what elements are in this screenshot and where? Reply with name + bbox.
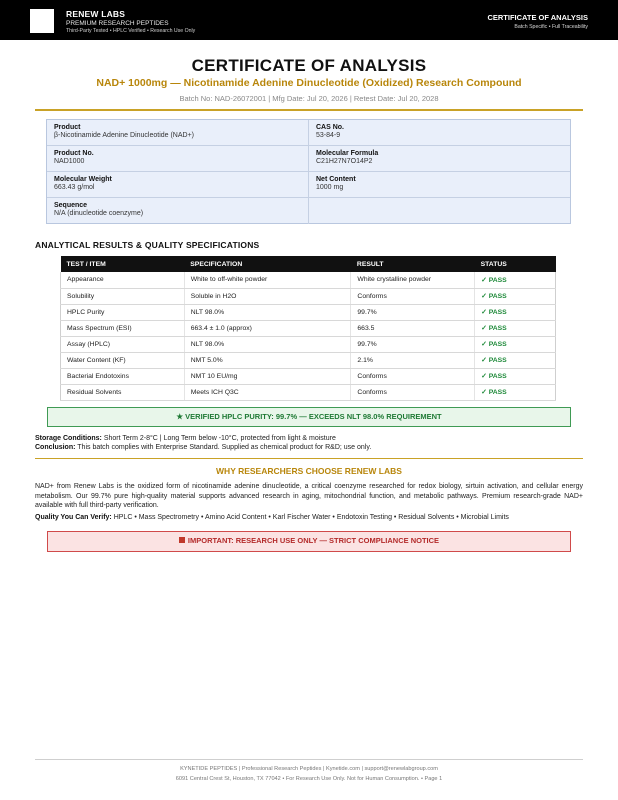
page-title: CERTIFICATE OF ANALYSIS bbox=[191, 56, 427, 75]
specification: NLT 98.0% bbox=[184, 336, 351, 352]
info-weight bbox=[47, 172, 309, 198]
header-doc-sub: Batch Specific • Full Traceability bbox=[514, 24, 588, 30]
test-item: Assay (HPLC) bbox=[61, 336, 185, 352]
conclusion bbox=[35, 444, 585, 451]
info-product-no bbox=[47, 146, 309, 172]
info-value: 663.43 g/mol bbox=[54, 184, 95, 191]
results-heading: ANALYTICAL RESULTS & QUALITY SPECIFICATIONS bbox=[35, 240, 260, 250]
info-label: Molecular Formula bbox=[316, 150, 379, 157]
status-badge: ✓ PASS bbox=[475, 368, 556, 384]
brand-subtitle: PREMIUM RESEARCH PEPTIDES bbox=[66, 20, 169, 27]
specification: NLT 98.0% bbox=[184, 304, 351, 320]
compliance-notice bbox=[47, 531, 571, 552]
result: 2.1% bbox=[351, 352, 475, 368]
info-label: CAS No. bbox=[316, 124, 344, 131]
test-item: Mass Spectrum (ESI) bbox=[61, 320, 185, 336]
header-right bbox=[487, 13, 588, 30]
result: Conforms bbox=[351, 288, 475, 304]
info-cas bbox=[309, 120, 570, 146]
footer-divider bbox=[35, 759, 583, 760]
divider bbox=[35, 109, 583, 111]
specification: NMT 5.0% bbox=[184, 352, 351, 368]
test-item: Appearance bbox=[61, 272, 185, 288]
result: White crystalline powder bbox=[351, 272, 475, 288]
footer-address: 6091 Central Crest St, Houston, TX 77042 • For Research Use Only. Not for Human Consumption. • Page 1 bbox=[175, 776, 443, 782]
status-badge: ✓ PASS bbox=[475, 288, 556, 304]
status-badge: ✓ PASS bbox=[475, 352, 556, 368]
info-value: N/A (dinucleotide coenzyme) bbox=[54, 210, 144, 217]
batch-info: Batch No: NAD-26072001 | Mfg Date: Jul 20, 2026 | Retest Date: Jul 20, 2028 bbox=[179, 94, 439, 103]
info-value: 53-84-9 bbox=[316, 132, 341, 139]
info-net-content bbox=[309, 172, 570, 198]
result: Conforms bbox=[351, 368, 475, 384]
brand-block bbox=[66, 9, 195, 34]
brand-name: RENEW LABS bbox=[66, 9, 126, 19]
info-label: Product bbox=[54, 124, 81, 131]
specification: Soluble in H2O bbox=[184, 288, 351, 304]
info-product bbox=[47, 120, 309, 146]
test-item: HPLC Purity bbox=[61, 304, 185, 320]
storage-conditions bbox=[35, 435, 585, 442]
logo bbox=[30, 9, 54, 33]
test-item: Water Content (KF) bbox=[61, 352, 185, 368]
footer-contact: KYNETIDE PEPTIDES | Professional Research Peptides | Kynetide.com | support@renewlabgroup.com bbox=[180, 766, 438, 772]
info-formula bbox=[309, 146, 570, 172]
results-table bbox=[60, 256, 556, 401]
product-subtitle: NAD+ 1000mg — Nicotinamide Adenine Dinucleotide (Oxidized) Research Compound bbox=[96, 77, 522, 89]
divider bbox=[35, 458, 583, 459]
conclusion-label: Conclusion: bbox=[35, 444, 76, 451]
status-badge: ✓ PASS bbox=[475, 304, 556, 320]
info-label: Net Content bbox=[316, 176, 356, 183]
table-row bbox=[61, 368, 556, 384]
product-info-box bbox=[46, 119, 571, 224]
info-value: 1000 mg bbox=[316, 184, 344, 191]
status-badge: ✓ PASS bbox=[475, 384, 556, 400]
test-item: Residual Solvents bbox=[61, 384, 185, 400]
storage-label: Storage Conditions: bbox=[35, 435, 102, 442]
storage-text: Short Term 2-8°C | Long Term below -10°C, protected from light & moisture bbox=[101, 435, 336, 442]
verify-text: HPLC • Mass Spectrometry • Amino Acid Content • Karl Fischer Water • Endotoxin Testing • Residual Solvents • Microbial Limits bbox=[111, 514, 509, 521]
result: 99.7% bbox=[351, 304, 475, 320]
column-header: SPECIFICATION bbox=[184, 256, 351, 272]
brand-tagline: Third-Party Tested • HPLC Verified • Research Use Only bbox=[66, 28, 196, 34]
info-value: NAD1000 bbox=[54, 158, 85, 165]
info-sequence bbox=[47, 198, 309, 224]
table-row bbox=[61, 384, 556, 400]
info-value: β-Nicotinamide Adenine Dinucleotide (NAD+) bbox=[54, 132, 195, 139]
verified-purity-banner: ★ VERIFIED HPLC PURITY: 99.7% — EXCEEDS NLT 98.0% REQUIREMENT bbox=[47, 407, 571, 427]
why-paragraph: NAD+ from Renew Labs is the oxidized form of nicotinamide adenine dinucleotide, a critical coenzyme researched for redox biology, sirtuin activation, and cellular energy metabolism. Our 99.7% pure high-quality material supports advanced research in aging, mitochondrial function, and metabolic pathways. Premium research-grade NAD+ available with full third-party verification. bbox=[35, 483, 583, 510]
top-banner bbox=[0, 0, 618, 40]
specification: White to off-white powder bbox=[184, 272, 351, 288]
test-item: Bacterial Endotoxins bbox=[61, 368, 185, 384]
specification: 663.4 ± 1.0 (approx) bbox=[184, 320, 351, 336]
verify-label: Quality You Can Verify: bbox=[35, 514, 112, 521]
specification: Meets ICH Q3C bbox=[184, 384, 351, 400]
info-empty bbox=[309, 198, 570, 224]
quality-verify-line bbox=[35, 514, 595, 521]
table-row bbox=[61, 272, 556, 288]
result: Conforms bbox=[351, 384, 475, 400]
warning-square-icon bbox=[179, 537, 185, 543]
column-header: RESULT bbox=[351, 256, 475, 272]
notice-text: IMPORTANT: RESEARCH USE ONLY — STRICT COMPLIANCE NOTICE bbox=[187, 536, 440, 545]
result: 99.7% bbox=[351, 336, 475, 352]
table-row bbox=[61, 304, 556, 320]
specification: NMT 10 EU/mg bbox=[184, 368, 351, 384]
result: 663.5 bbox=[351, 320, 475, 336]
info-label: Sequence bbox=[54, 202, 88, 209]
info-value: C21H27N7O14P2 bbox=[316, 158, 373, 165]
status-badge: ✓ PASS bbox=[475, 320, 556, 336]
status-badge: ✓ PASS bbox=[475, 336, 556, 352]
status-badge: ✓ PASS bbox=[475, 272, 556, 288]
table-header-row bbox=[61, 256, 556, 272]
column-header: STATUS bbox=[475, 256, 556, 272]
table-row bbox=[61, 352, 556, 368]
info-label: Molecular Weight bbox=[54, 176, 112, 183]
column-header: TEST / ITEM bbox=[61, 256, 185, 272]
conclusion-text: This batch complies with Enterprise Standard. Supplied as chemical product for R&D; use only. bbox=[75, 444, 372, 451]
table-row bbox=[61, 288, 556, 304]
header-doc-type: CERTIFICATE OF ANALYSIS bbox=[487, 13, 588, 22]
info-label: Product No. bbox=[54, 150, 94, 157]
why-heading: WHY RESEARCHERS CHOOSE RENEW LABS bbox=[216, 466, 402, 476]
table-row bbox=[61, 336, 556, 352]
table-row bbox=[61, 320, 556, 336]
test-item: Solubility bbox=[61, 288, 185, 304]
